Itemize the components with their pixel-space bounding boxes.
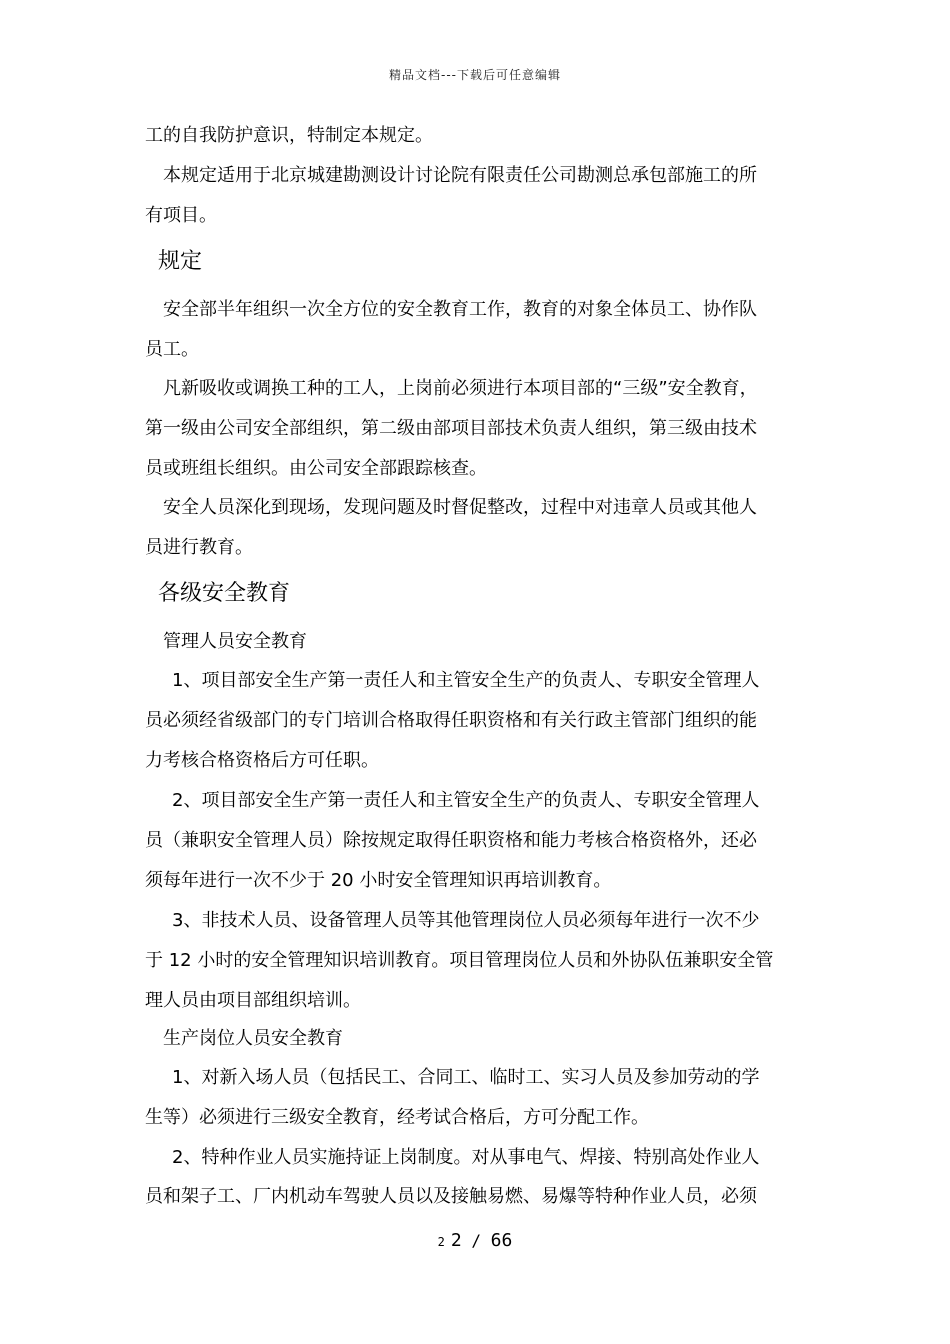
text-line: 力考核合格资格后方可任职。 bbox=[145, 750, 379, 771]
page-number-total: 66 bbox=[490, 1230, 513, 1251]
text-line: 第一级由公司安全部组织，第二级由部项目部技术负责人组织，第三级由技术 bbox=[145, 418, 757, 439]
text-line: 有项目。 bbox=[145, 205, 217, 226]
text-line: 工的自我防护意识，特制定本规定。 bbox=[145, 125, 433, 146]
text-line: 1、项目部安全生产第一责任人和主管安全生产的负责人、专职安全管理人 bbox=[172, 670, 760, 691]
text-line: 安全部半年组织一次全方位的安全教育工作，教育的对象全体员工、协作队 bbox=[163, 299, 757, 320]
page-number-small: 2 bbox=[437, 1235, 445, 1249]
page-number-current: 2 bbox=[450, 1230, 462, 1251]
text-line: 2、特种作业人员实施持证上岗制度。对从事电气、焊接、特别高处作业人 bbox=[172, 1147, 760, 1168]
text-line: 2、项目部安全生产第一责任人和主管安全生产的负责人、专职安全管理人 bbox=[172, 790, 760, 811]
text-line: 员或班组长组织。由公司安全部跟踪核查。 bbox=[145, 458, 487, 479]
page-number-separator: / bbox=[471, 1231, 482, 1250]
text-line: 1、对新入场人员（包括民工、合同工、临时工、实习人员及参加劳动的学 bbox=[172, 1067, 760, 1088]
text-line: 凡新吸收或调换工种的工人，上岗前必须进行本项目部的“三级”安全教育， bbox=[163, 378, 758, 399]
text-line: 员必须经省级部门的专门培训合格取得任职资格和有关行政主管部门组织的能 bbox=[145, 710, 757, 731]
text-line: 须每年进行一次不少于 20 小时安全管理知识再培训教育。 bbox=[145, 870, 612, 891]
text-line: 员（兼职安全管理人员）除按规定取得任职资格和能力考核合格资格外，还必 bbox=[145, 830, 757, 851]
text-line: 理人员由项目部组织培训。 bbox=[145, 990, 361, 1011]
text-line: 员和架子工、厂内机动车驾驶人员以及接触易燃、易爆等特种作业人员，必须 bbox=[145, 1186, 757, 1207]
page-number bbox=[0, 1230, 950, 1251]
subsection-heading: 生产岗位人员安全教育 bbox=[163, 1028, 343, 1049]
subsection-heading: 管理人员安全教育 bbox=[163, 631, 307, 652]
text-line: 3、非技术人员、设备管理人员等其他管理岗位人员必须每年进行一次不少 bbox=[172, 910, 760, 931]
section-heading: 规定 bbox=[158, 249, 203, 274]
text-line: 生等）必须进行三级安全教育，经考试合格后，方可分配工作。 bbox=[145, 1107, 649, 1128]
text-line: 员进行教育。 bbox=[145, 537, 253, 558]
text-line: 安全人员深化到现场，发现问题及时督促整改，过程中对违章人员或其他人 bbox=[163, 497, 757, 518]
text-line: 于 12 小时的安全管理知识培训教育。项目管理岗位人员和外协队伍兼职安全管 bbox=[145, 950, 774, 971]
text-line: 本规定适用于北京城建勘测设计讨论院有限责任公司勘测总承包部施工的所 bbox=[163, 165, 757, 186]
section-heading: 各级安全教育 bbox=[158, 581, 291, 606]
page-header: 精品文档---下载后可任意编辑 bbox=[389, 68, 561, 82]
text-line: 员工。 bbox=[145, 339, 199, 360]
